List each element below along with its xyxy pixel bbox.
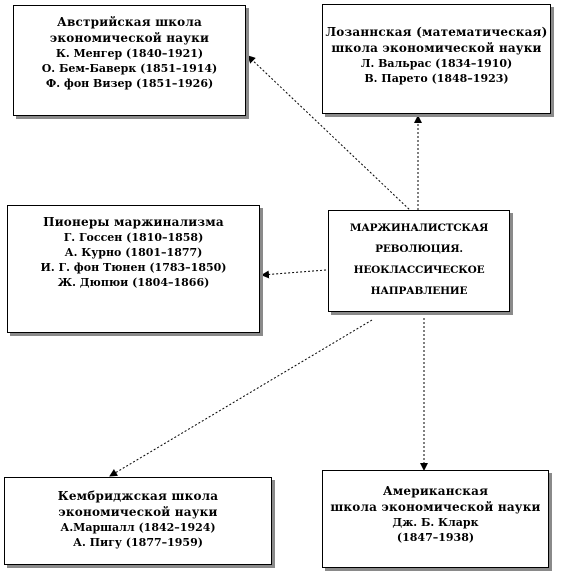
economist-entry: О. Бем-Баверк (1851–1914) [41,62,218,75]
arrow-to-pioneers [262,270,326,275]
center-label: МАРЖИНАЛИСТСКАЯ [349,222,489,234]
economist-entry: К. Менгер (1840–1921) [55,47,204,60]
economist-entry: А.Маршалл (1842–1924) [60,521,216,534]
american-school-box [322,470,549,568]
box-title: школа экономической науки [331,41,542,55]
box-title: Лозаннская (математическая) [325,25,548,39]
economist-entry: А. Курно (1801–1877) [64,246,203,259]
box-title: Пионеры маржинализма [43,215,224,229]
economist-entry: Г. Госсен (1810–1858) [63,231,204,244]
economist-entry: Л. Вальрас (1834–1910) [360,57,513,70]
lausanne-school-box [322,4,551,114]
center-label: НЕОКЛАССИЧЕСКОЕ [353,264,485,276]
center-label: НАПРАВЛЕНИЕ [370,285,468,297]
economist-entry: Ф. фон Визер (1851–1926) [45,77,214,90]
box-title: экономической науки [49,31,210,45]
austrian-school-box [13,5,246,116]
economist-entry: Ж. Дюпюи (1804–1866) [57,276,210,289]
box-title: Австрийская школа [56,15,203,29]
economist-entry: А. Пигу (1877–1959) [73,536,203,549]
box-title: школа экономической науки [330,500,541,514]
center-label: РЕВОЛЮЦИЯ. [375,243,463,255]
arrow-to-cambridge [110,320,372,476]
box-title: Кембриджская школа [57,489,219,503]
economist-entry: И. Г. фон Тюнен (1783–1850) [40,261,227,274]
marginalist-revolution-box [328,210,510,312]
economist-entry: (1847–1938) [396,531,475,544]
marginalism-pioneers-box [7,205,260,333]
box-title: экономической науки [58,505,218,519]
box-title: Американская [382,484,489,498]
cambridge-school-box [4,477,272,565]
economist-entry: В. Парето (1848–1923) [364,72,509,85]
economist-entry: Дж. Б. Кларк [392,516,479,529]
